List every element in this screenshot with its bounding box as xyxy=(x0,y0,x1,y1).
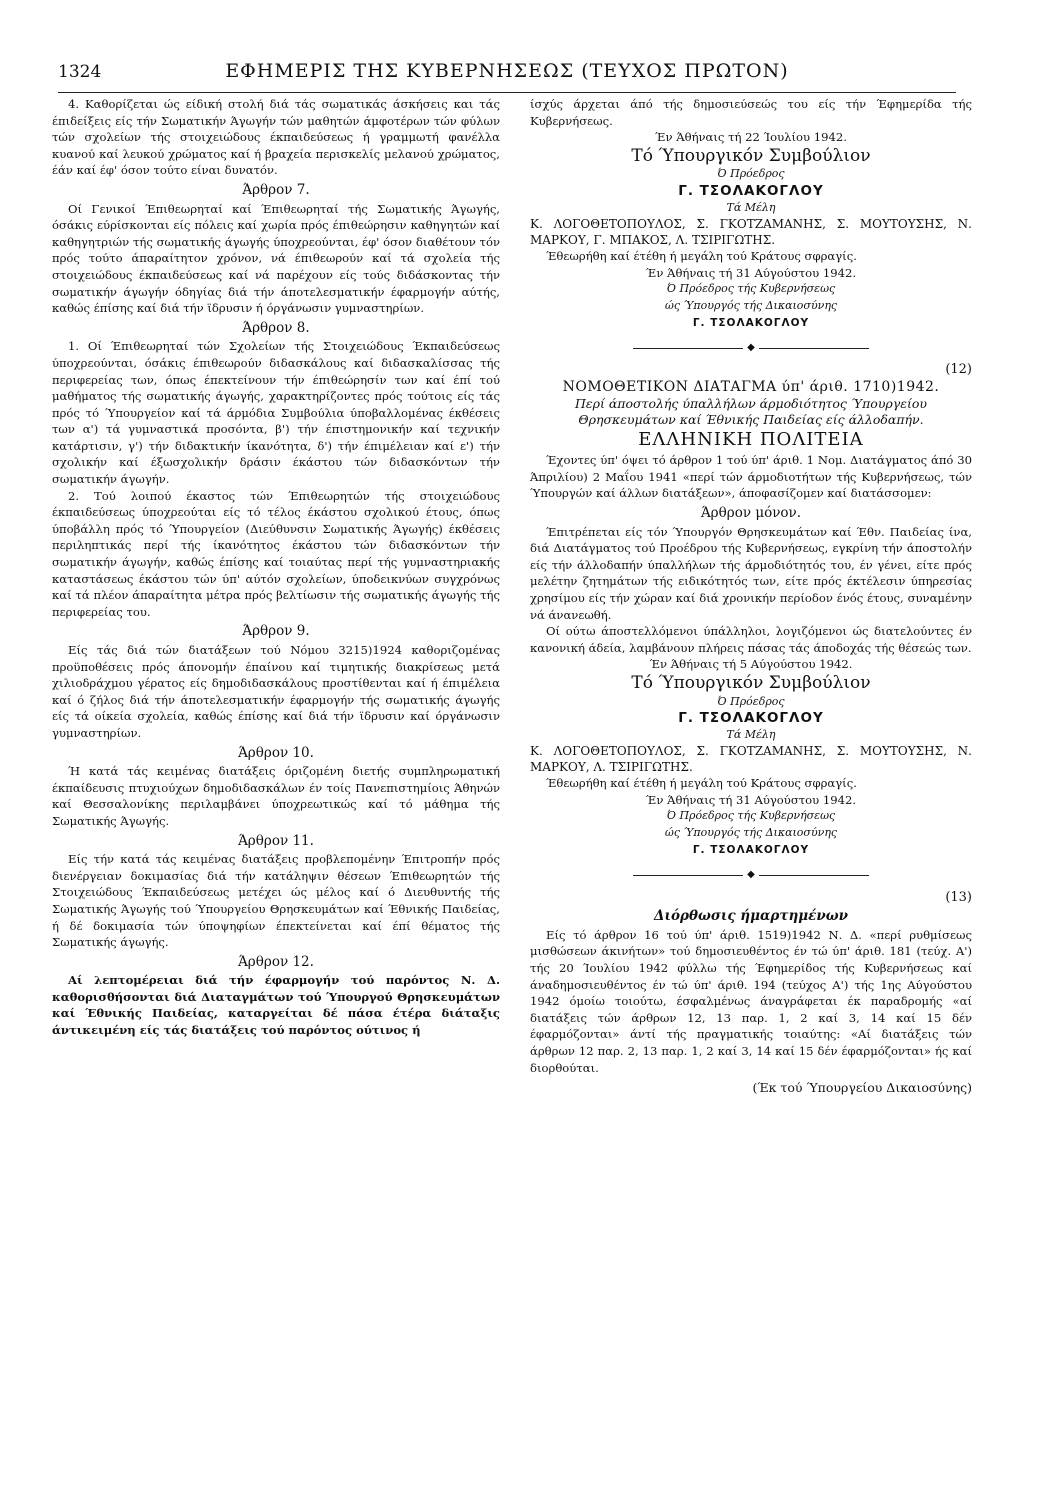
members-label-2: Τά Μέλη xyxy=(726,727,776,741)
members-list-1: Κ. ΛΟΓΟΘΕΤΟΠΟΥΛΟΣ, Σ. ΓΚΟΤΖΑΜΑΝΗΣ, Σ. ΜΟΥΤΟΥΣΗΣ, Ν. ΜΑΡΚΟΥ, Γ. ΜΠΑΚΟΣ, Λ. ΤΣΙΡΙΓΩΤΗΣ. xyxy=(530,217,972,248)
article-11-text: Είς τήν κατά τάς κειμένας διατάξεις προβλεπομένην Έπιτροπήν πρός διενέργειαν δοκιμασίας διά τήν κατάληψιν θέσεων Έπιθεωρητών τής Στοιχειώδους Έκπαιδεύσεως μετέχει ώς μέλος καί ό Διευθυντής τής Σωματικής Άγωγής τού Ύπουργείου Θρησκευμάτων καί Έθνικής Παιδείας, ή δέ δοκιμασία τών ύποψηφίων έπεκτείνεται καί έπί θέματος τής Σωματικής άγωγής. xyxy=(52,852,500,950)
article-11-title: Άρθρον 11. xyxy=(238,832,314,849)
decree-subject: Περί άποστολής ύπαλλήλων άρμοδιότητος Ύπουργείου Θρησκευμάτων καί Έθνικής Παιδείας είς άλλοδαπήν. xyxy=(575,395,927,427)
article-12-text: Αί λεπτομέρειαι διά τήν έφαρμογήν τού παρόντος Ν. Δ. καθορισθήσονται διά Διαταγμάτων τού Ύπουργού Θρησκευμάτων καί Έθνικής Παιδείας, καταργείται δέ πάσα έτέρα διάταξις άντικειμένη είς τάς διατάξεις τού παρόντος ούτινος ή xyxy=(52,973,500,1038)
article-9-text: Είς τάς διά τών διατάξεων τού Νόμου 3215)1924 καθοριζομένας προϋποθέσεις πρός άπονομήν έπαίνου καί τιμητικής διακρίσεως μετά χιλιοδράχμου γέρατος είς δημοδιδασκάλους προστίθενται καί ή έπιμέλεια καί ό ζήλος διά τήν άποτελεσματικήν έφαρμογήν τής σωματικής άγωγής είς τά οίκεία σχολεία, καθώς έπίσης καί διά τήν ϊδρυσιν καί όργάνωσιν γυμναστηρίων. xyxy=(52,643,500,740)
state-heading: ΕΛΛΗΝΙΚΗ ΠΟΛΙΤΕΙΑ xyxy=(638,428,864,450)
president-label-1: Ό Πρόεδρος xyxy=(717,167,785,181)
article-8-title: Άρθρον 8. xyxy=(242,319,310,336)
section-number-12: (12) xyxy=(945,362,972,378)
date-1: Έν Άθήναις τή 22 Ίουλίου 1942. xyxy=(655,130,847,145)
article-9-title: Άρθρον 9. xyxy=(242,623,310,640)
date-4: Έν Άθήναις τή 31 Αύγούστου 1942. xyxy=(645,792,857,807)
article-10-text: Ή κατά τάς κειμένας διατάξεις όριζομένη διετής συμπληρωματική έκπαίδευσις πτυχιούχων δημοδιδασκάλων έν τοίς Πανεπιστημίοις Άθηνών καί Θεσσαλονίκης περιλαμβάνει ύποχρεωτικώς καί τό μάθημα τής Σωματικής Άγωγής. xyxy=(52,764,500,828)
article-8-paragraph-1: 1. Οί Έπιθεωρηταί τών Σχολείων τής Στοιχειώδους Έκπαιδεύσεως ύποχρεούνται, όσάκις έπιθεωρούν διδασκάλους καί διδασκαλίσσας τής περιφερείας των, όπως έπεκτείνουν τήν έπιθεώρησίν των καί έπί τού μαθήματος τής σωματικής άγωγής, χαρακτηρίζοντες πρός τούτοις είς τάς πρός τό Ύπουργείον καί τά άρμόδια Συμβούλια ύποβαλλομένας έκθέσεις των α') τά γυμναστικά προσόντα, β') τήν έπιστημονικήν καί τεχνικήν κατάρτισιν, γ') τήν διδακτικήν ίκανότητα, δ') τήν έπιμέλειαν καί ε') τήν σχολικήν καί έξωσχολικήν δράσιν έκάστου τών διδασκόντων τήν σωματικήν άγωγήν. xyxy=(52,339,500,487)
seal-text-1: Έθεωρήθη καί έτέθη ή μεγάλη τού Κράτους σφραγίς. xyxy=(546,249,857,264)
corrections-title: Διόρθωσις ήμαρτημένων xyxy=(654,908,848,925)
left-column xyxy=(52,96,500,1039)
decree-title: ΝΟΜΟΘΕΤΙΚΟΝ ΔΙΑΤΑΓΜΑ ύπ' άριθ. 1710)1942. xyxy=(562,379,940,396)
minister-name-1: Γ. ΤΣΟΛΑΚΟΓΛΟΥ xyxy=(692,316,810,329)
article-only-title: Άρθρον μόνον. xyxy=(700,504,802,521)
article-7-text: Οί Γενικοί Έπιθεωρηταί καί Έπιθεωρηταί τής Σωματικής Άγωγής, όσάκις εύρίσκονται είς πόλεις καί χωρία πρός έπιθεώρησιν καθηγητών καί καθηγητριών τής σωματικής άγωγής ύποχρεούνται, έφ' όσον διαθέτουν τόν πρός τούτο άπαραίτητον χρόνον, νά έπιθεωρούν καί τά σχολεία τής στοιχειώδους έκπαιδεύσεως καί νά παρέχουν είς τούς διδάσκοντας τήν σωματικήν άγωγήν όδηγίας διά τήν άποτελεσματικήν έφαρμογήν αύτής, καθώς έπίσης καί διά τήν ϊδρυσιν ή όργάνωσιν γυμναστηρίων. xyxy=(52,201,500,316)
members-label-1: Τά Μέλη xyxy=(726,200,776,214)
minister-line-1b: ώς Ύπουργός τής Δικαιοσύνης xyxy=(664,298,838,312)
minister-line-2b: ώς Ύπουργός τής Δικαιοσύνης xyxy=(664,826,838,840)
article-only-paragraph-1: Έπιτρέπεται είς τόν Ύπουργόν Θρησκευμάτων καί Έθν. Παιδείας ίνα, διά Διατάγματος τού Προέδρου τής Κυβερνήσεως, εγκρίνη τήν άποστολήν είς τήν άλλοδαπήν ύπαλλήλων τής άρμοδιότητός του, έν γένει, είτε πρός μελέτην ζητημάτων τής ειδικότητός των, είτε πρός έκτέλεσιν ύπηρεσίας χρησίμου είς τήν χώραν καί διά χρονικήν περίοδον ένός έτους, συναμένην νά άνανεωθή. xyxy=(530,524,972,622)
page-header xyxy=(58,60,956,93)
article-8-paragraph-2: 2. Τού λοιπού έκαστος τών Έπιθεωρητών τής στοιχειώδους έκπαιδεύσεως ύποχρεούται είς τό τέλος έκάστου σχολικού έτους, όπως ύποβάλλη πρός τό Ύπουργείον (Διεύθυνσιν Σωματικής Άγωγής) έκθέσεις περιληπτικάς περί τής ίκανότητος έκάστου τών διδασκόντων τήν σωματικήν άγωγήν, καθώς έπίσης καί τοιαύτας περί τής γυμναστηριακής καταστάσεως έκάστου τών ύπ' αύτόν σχολείων, ύποδεικνύων συγχρόνως καί τά πλέον άπαραίτητα μέτρα πρός βελτίωσιν τής σωματικής άγωγής τής περιφερείας του. xyxy=(52,488,500,619)
president-name-2: Γ. ΤΣΟΛΑΚΟΓΛΟΥ xyxy=(678,710,824,727)
right-column xyxy=(530,96,972,1097)
council-title-1: Τό Ύπουργικόν Συμβούλιον xyxy=(631,145,871,166)
article-only-paragraph-2: Οί ούτω άποστελλόμενοι ύπάλληλοι, λογιζόμενοι ώς διατελούντες έν κανονική άδεία, λαμβάνουν πλήρεις πάσας τάς άποδοχάς τής θέσεώς των. xyxy=(530,624,972,655)
article-12-title: Άρθρον 12. xyxy=(238,953,314,970)
minister-line-2a: Ό Πρόεδρος τής Κυβερνήσεως xyxy=(666,809,836,823)
date-2: Έν Άθήναις τή 31 Αύγούστου 1942. xyxy=(645,265,857,280)
continued-text: ίσχύς άρχεται άπό τής δημοσιεύσεώς του είς τήν Έφημερίδα τής Κυβερνήσεως. xyxy=(530,97,972,128)
article-10-title: Άρθρον 10. xyxy=(238,744,314,761)
source-attribution: (Έκ τού Ύπουργείου Δικαιοσύνης) xyxy=(752,1080,972,1096)
page-title: ΕΦΗΜΕΡΙΣ ΤΗΣ ΚΥΒΕΡΝΗΣΕΩΣ (ΤΕΥΧΟΣ ΠΡΩΤΟΝ) xyxy=(225,60,789,82)
seal-text-2: Έθεωρήθη καί έτέθη ή μεγάλη τού Κράτους σφραγίς. xyxy=(546,776,857,791)
section-divider-2: ◆ xyxy=(530,866,972,883)
president-label-2: Ό Πρόεδρος xyxy=(717,694,785,708)
paragraph-4: 4. Καθορίζεται ώς είδική στολή διά τάς σωματικάς άσκήσεις και τάς έπιδείξεις είς τήν Σωματικήν Άγωγήν τών μαθητών άμφοτέρων τών φύλων τών σχολείων τής στοιχειώδους έκπαιδεύσεως ή γραμμωτή φανέλλα κυανού καί λευκού χρώματος καί ή βραχεία περισκελίς μελανού χρώματος, έάν καί έφ' όσον τούτο είναι δυνατόν. xyxy=(52,97,500,178)
president-name-1: Γ. ΤΣΟΛΑΚΟΓΛΟΥ xyxy=(678,182,824,199)
minister-line-1a: Ό Πρόεδρος τής Κυβερνήσεως xyxy=(666,282,836,296)
minister-name-2: Γ. ΤΣΟΛΑΚΟΓΛΟΥ xyxy=(692,843,810,856)
page-number: 1324 xyxy=(58,62,102,82)
article-7-title: Άρθρον 7. xyxy=(242,181,310,198)
members-list-2: Κ. ΛΟΓΟΘΕΤΟΠΟΥΛΟΣ, Σ. ΓΚΟΤΖΑΜΑΝΗΣ, Σ. ΜΟΥΤΟΥΣΗΣ, Ν. ΜΑΡΚΟΥ, Λ. ΤΣΙΡΙΓΩΤΗΣ. xyxy=(530,744,972,775)
corrections-text: Είς τό άρθρον 16 τού ύπ' άριθ. 1519)1942 Ν. Δ. «περί ρυθμίσεως μισθώσεων άκινήτων» τού δημοσιευθέντος έν τώ ύπ' άριθ. 181 (τεύχ. Α') τής 20 Ίουλίου 1942 φύλλω τής Έφημερίδος τής Κυβερνήσεως καί άναδημοσιευθέντος έν τώ ύπ' άριθ. 194 (τεύχος Α') τής 1ης Αύγούστου 1942 όμοίω τοιούτω, έσφαλμένως άναγράφεται έκ παραδρομής «αί διατάξεις τών άρθρων 12, 13 παρ. 1, 2 καί 3, 14 καί 15 δέν έφαρμόζονται» άντί τής πραγματικής τοιαύτης: «Αί διατάξεις τών άρθρων 12 παρ. 2, 13 παρ. 1, 2 καί 3, 14 καί 15 δέν έφαρμόζονται» ής καί διορθούται. xyxy=(530,927,972,1075)
decree-preamble: Έχοντες ύπ' όψει τό άρθρον 1 τού ύπ' άριθ. 1 Νομ. Διατάγματος άπό 30 Άπριλίου) 2 Μαΐου 1941 «περί τών άρμοδιοτήτων τής Κυβερνήσεως, τών Ύπουργών καί άλλων διατάξεων», άποφασίζομεν καί διατάσσομεν: xyxy=(530,453,972,501)
section-number-13: (13) xyxy=(945,889,972,905)
date-3: Έν Άθήναις τή 5 Αύγούστου 1942. xyxy=(649,657,853,672)
council-title-2: Τό Ύπουργικόν Συμβούλιον xyxy=(631,672,871,693)
section-divider-1: ◆ xyxy=(530,339,972,356)
